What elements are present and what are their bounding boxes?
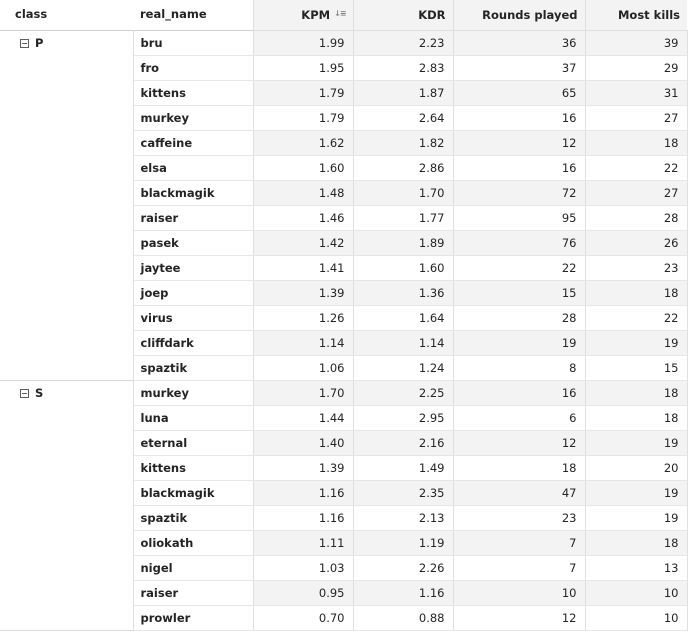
cell-most-kills: 18 [585,530,687,555]
cell-real-name: blackmagik [133,480,253,505]
cell-kpm: 1.41 [253,255,353,280]
cell-kpm: 1.06 [253,355,353,380]
cell-kpm: 1.60 [253,155,353,180]
cell-most-kills: 22 [585,305,687,330]
header-row [0,0,687,30]
cell-rounds-played: 47 [453,480,585,505]
cell-kdr: 1.82 [353,130,453,155]
cell-kpm: 0.70 [253,605,353,630]
cell-kdr: 2.35 [353,480,453,505]
row-group-header [0,380,133,630]
cell-kdr: 2.16 [353,430,453,455]
cell-real-name: fro [133,55,253,80]
column-header-rounds-played[interactable] [453,0,585,30]
column-header-label: KPM [301,7,331,22]
cell-most-kills: 18 [585,280,687,305]
cell-kpm: 1.03 [253,555,353,580]
cell-rounds-played: 18 [453,455,585,480]
cell-most-kills: 19 [585,480,687,505]
table-row[interactable] [0,380,687,405]
cell-kpm: 1.46 [253,205,353,230]
cell-kpm: 1.48 [253,180,353,205]
cell-kdr: 1.24 [353,355,453,380]
cell-kdr: 1.14 [353,330,453,355]
cell-rounds-played: 16 [453,105,585,130]
column-header-label: Rounds played [482,7,578,22]
cell-most-kills: 15 [585,355,687,380]
cell-real-name: joep [133,280,253,305]
cell-kdr: 0.88 [353,605,453,630]
cell-real-name: eternal [133,430,253,455]
cell-rounds-played: 7 [453,530,585,555]
cell-rounds-played: 95 [453,205,585,230]
cell-kpm: 0.95 [253,580,353,605]
cell-rounds-played: 12 [453,430,585,455]
cell-kdr: 1.70 [353,180,453,205]
cell-real-name: kittens [133,455,253,480]
column-header-label: KDR [418,7,446,22]
cell-kpm: 1.79 [253,80,353,105]
cell-real-name: raiser [133,205,253,230]
cell-real-name: pasek [133,230,253,255]
cell-real-name: spaztik [133,355,253,380]
cell-kpm: 1.42 [253,230,353,255]
cell-kpm: 1.62 [253,130,353,155]
cell-kpm: 1.16 [253,480,353,505]
cell-real-name: caffeine [133,130,253,155]
column-header-most-kills[interactable] [585,0,687,30]
cell-rounds-played: 12 [453,605,585,630]
cell-real-name: blackmagik [133,180,253,205]
cell-real-name: luna [133,405,253,430]
matrix-body [0,30,687,630]
cell-real-name: prowler [133,605,253,630]
cell-rounds-played: 10 [453,580,585,605]
column-header-label: Most kills [617,7,680,22]
cell-most-kills: 28 [585,205,687,230]
column-header-kdr[interactable] [353,0,453,30]
cell-most-kills: 19 [585,330,687,355]
cell-kdr: 2.83 [353,55,453,80]
cell-rounds-played: 65 [453,80,585,105]
cell-real-name: kittens [133,80,253,105]
column-header-real-name[interactable] [133,0,253,30]
cell-rounds-played: 7 [453,555,585,580]
cell-most-kills: 22 [585,155,687,180]
cell-most-kills: 19 [585,430,687,455]
cell-most-kills: 26 [585,230,687,255]
cell-kpm: 1.79 [253,105,353,130]
group-label: S [35,385,44,400]
cell-most-kills: 13 [585,555,687,580]
cell-kpm: 1.11 [253,530,353,555]
cell-kpm: 1.16 [253,505,353,530]
cell-kdr: 1.49 [353,455,453,480]
cell-most-kills: 10 [585,605,687,630]
cell-kdr: 2.95 [353,405,453,430]
cell-rounds-played: 72 [453,180,585,205]
cell-kpm: 1.44 [253,405,353,430]
cell-most-kills: 18 [585,405,687,430]
cell-kpm: 1.40 [253,430,353,455]
cell-rounds-played: 12 [453,130,585,155]
cell-kdr: 1.16 [353,580,453,605]
cell-rounds-played: 19 [453,330,585,355]
column-header-label: class [15,7,48,21]
cell-most-kills: 29 [585,55,687,80]
cell-kpm: 1.39 [253,280,353,305]
cell-rounds-played: 37 [453,55,585,80]
cell-most-kills: 39 [585,30,687,55]
cell-most-kills: 18 [585,380,687,405]
cell-most-kills: 19 [585,505,687,530]
cell-rounds-played: 28 [453,305,585,330]
cell-kpm: 1.70 [253,380,353,405]
cell-rounds-played: 36 [453,30,585,55]
cell-kpm: 1.39 [253,455,353,480]
cell-real-name: elsa [133,155,253,180]
cell-real-name: nigel [133,555,253,580]
cell-real-name: murkey [133,105,253,130]
cell-real-name: raiser [133,580,253,605]
cell-kdr: 2.23 [353,30,453,55]
cell-real-name: spaztik [133,505,253,530]
row-group-header [0,30,133,380]
cell-rounds-played: 16 [453,155,585,180]
cell-rounds-played: 23 [453,505,585,530]
cell-kdr: 1.64 [353,305,453,330]
cell-most-kills: 27 [585,180,687,205]
cell-kpm: 1.14 [253,330,353,355]
sort-descending-icon[interactable]: ↓≡ [334,8,346,18]
cell-real-name: murkey [133,380,253,405]
column-header-kpm[interactable] [253,0,353,30]
cell-most-kills: 27 [585,105,687,130]
cell-real-name: jaytee [133,255,253,280]
cell-kdr: 2.26 [353,555,453,580]
cell-rounds-played: 16 [453,380,585,405]
cell-kpm: 1.26 [253,305,353,330]
cell-most-kills: 10 [585,580,687,605]
cell-most-kills: 31 [585,80,687,105]
cell-rounds-played: 8 [453,355,585,380]
cell-kpm: 1.99 [253,30,353,55]
cell-kpm: 1.95 [253,55,353,80]
cell-kdr: 2.25 [353,380,453,405]
cell-kdr: 1.77 [353,205,453,230]
cell-kdr: 1.87 [353,80,453,105]
cell-kdr: 1.60 [353,255,453,280]
cell-rounds-played: 22 [453,255,585,280]
cell-kdr: 2.86 [353,155,453,180]
cell-kdr: 1.36 [353,280,453,305]
cell-most-kills: 18 [585,130,687,155]
cell-most-kills: 23 [585,255,687,280]
cell-real-name: virus [133,305,253,330]
cell-rounds-played: 76 [453,230,585,255]
group-label: P [35,35,44,50]
collapse-icon[interactable] [20,389,29,398]
cell-real-name: cliffdark [133,330,253,355]
table-row[interactable] [0,30,687,55]
cell-rounds-played: 6 [453,405,585,430]
cell-most-kills: 20 [585,455,687,480]
cell-kdr: 1.89 [353,230,453,255]
cell-real-name: oliokath [133,530,253,555]
cell-real-name: bru [133,30,253,55]
cell-kdr: 2.64 [353,105,453,130]
column-header-class[interactable] [0,0,133,30]
cell-kdr: 2.13 [353,505,453,530]
collapse-icon[interactable] [20,39,29,48]
column-header-label: real_name [140,7,207,21]
cell-kdr: 1.19 [353,530,453,555]
cell-rounds-played: 15 [453,280,585,305]
